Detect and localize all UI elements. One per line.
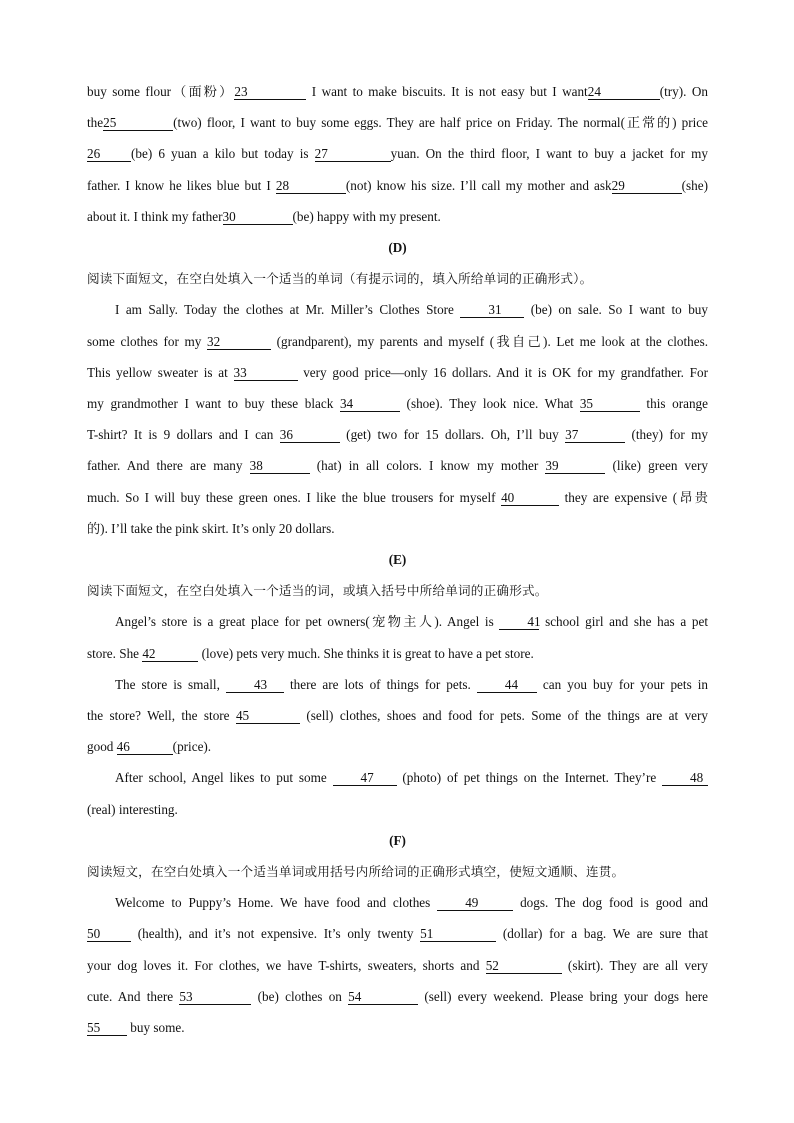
text-run: yuan. On the third floor, I want to buy a jacket for my [390,146,708,162]
text-run: cute. And there [87,988,180,1004]
text-run: about it. I think my father [87,208,223,224]
answer-blank[interactable]: 53 [179,989,251,1005]
section-instruction: 阅读下面短文，在空白处填入一个适当的词，或填入括号中所给单词的正确形式。 [87,583,548,599]
answer-blank[interactable]: 48 [662,770,708,786]
text-line [87,981,708,1012]
answer-blank[interactable]: 27 [315,146,391,162]
answer-blank[interactable]: 52 [486,958,562,974]
answer-blank[interactable]: 31 [460,302,524,318]
text-run: school girl and she has a pet [539,614,708,630]
text-line [87,731,708,762]
text-line [87,513,708,544]
answer-blank[interactable]: 32 [207,334,271,350]
text-run: father. I know he likes blue but I [87,177,276,193]
answer-blank[interactable]: 34 [340,396,400,412]
text-run: father. And there are many [87,458,250,474]
text-run: (shoe). They look nice. What [399,396,580,412]
text-run: buy some flour（面粉） [87,84,235,99]
answer-blank[interactable]: 33 [234,365,298,381]
section-heading: (E) [388,552,407,568]
text-run: (she) [681,177,708,193]
text-run: (photo) of pet things on the Internet. They’re [396,770,663,786]
answer-blank[interactable]: 46 [117,739,173,755]
answer-blank[interactable]: 44 [477,677,537,693]
section-instruction: 阅读短文，在空白处填入一个适当单词或用括号内所给词的正确形式填空，使短文通顺、连贯。 [87,864,625,880]
answer-blank[interactable]: 41 [499,614,539,630]
text-line [87,107,708,138]
text-line [87,950,708,981]
text-run: Angel’s store is a great place for pet owners(宠物主人). Angel is [115,614,500,630]
text-line [87,700,708,731]
answer-blank[interactable]: 51 [420,926,496,942]
text-run: (be) happy with my present. [292,208,441,224]
text-run: I want to make biscuits. It is not easy but I want [306,84,588,99]
text-run: (they) for my [625,427,708,443]
section-heading: (D) [388,240,407,256]
text-line [87,638,708,669]
text-run: this orange [639,396,708,412]
answer-blank[interactable]: 36 [280,427,340,443]
text-line [87,762,708,793]
text-run: (two) floor, I want to buy some eggs. They are half price on Friday. The normal(正常的) price [173,115,708,131]
text-line [87,794,708,825]
answer-blank[interactable]: 37 [565,427,625,443]
text-line [87,201,708,232]
text-run: some clothes for my [87,333,207,349]
text-run: very good price—only 16 dollars. And it is OK for my grandfather. For [297,364,709,380]
answer-blank[interactable]: 23 [234,84,306,100]
text-run: much. So I will buy these green ones. I like the blue trousers for myself [87,489,502,505]
answer-blank[interactable]: 40 [501,490,559,506]
text-run: T-shirt? It is 9 dollars and I can [87,427,280,443]
answer-blank[interactable]: 28 [276,178,346,194]
text-run: This yellow sweater is at [87,364,234,380]
section-instruction: 阅读下面短文，在空白处填入一个适当的单词（有提示词的，填入所给单词的正确形式）。 [87,271,593,287]
answer-blank[interactable]: 30 [223,209,293,225]
text-line [87,669,708,700]
text-run: 的). I’ll take the pink skirt. It’s only 20 dollars. [87,520,335,536]
text-run: (price). [172,739,212,755]
text-line [87,357,708,388]
text-run: (grandparent), my parents and myself (我自己). Let me look at the clothes. [270,333,708,349]
text-line [87,76,708,107]
text-line [87,138,708,169]
answer-blank[interactable]: 49 [437,895,513,911]
answer-blank[interactable]: 25 [103,115,173,131]
text-line [87,326,708,357]
text-run: (be) on sale. So I want to buy [524,302,708,318]
worksheet-page [87,76,708,1043]
answer-blank[interactable]: 26 [87,146,131,162]
text-run: After school, Angel likes to put some [115,770,333,786]
text-line [87,887,708,918]
text-run: (not) know his size. I’ll call my mother and ask [345,177,612,193]
text-line [87,450,708,481]
text-run: (be) clothes on [251,988,349,1004]
answer-blank[interactable]: 47 [333,770,397,786]
text-run: (real) interesting. [87,801,178,817]
text-line [87,1012,708,1043]
text-run: the [87,115,104,131]
text-line [87,482,708,513]
text-run: (love) pets very much. She thinks it is great to have a pet store. [198,645,534,661]
section-heading: (F) [389,832,406,848]
text-run: your dog loves it. For clothes, we have T-shirts, sweaters, shorts and [87,957,486,973]
answer-blank[interactable]: 43 [226,677,284,693]
answer-blank[interactable]: 54 [348,989,418,1005]
text-run: they are expensive (昂贵 [559,489,708,505]
text-line [87,388,708,419]
answer-blank[interactable]: 45 [236,708,300,724]
text-run: (dollar) for a bag. We are sure that [496,926,708,942]
text-line [87,419,708,450]
text-line [87,606,708,637]
text-line [87,918,708,949]
answer-blank[interactable]: 42 [142,646,198,662]
text-run: (sell) clothes, shoes and food for pets. Some of the things are at very [299,708,709,724]
text-run: I am Sally. Today the clothes at Mr. Miller’s Clothes Store [115,302,461,318]
text-run: (be) 6 yuan a kilo but today is [131,146,315,162]
text-run: my grandmother I want to buy these black [87,396,340,412]
text-run: there are lots of things for pets. [283,676,477,692]
text-run: (get) two for 15 dollars. Oh, I’ll buy [339,427,566,443]
text-run: (health), and it’s not expensive. It’s only twenty [131,926,421,942]
answer-blank[interactable]: 50 [87,926,131,942]
text-run: (hat) in all colors. I know my mother [309,458,546,474]
text-run: (sell) every weekend. Please bring your dogs here [418,988,708,1004]
text-run: Welcome to Puppy’s Home. We have food and clothes [115,895,438,911]
text-line [87,294,708,325]
text-run: can you buy for your pets in [536,676,708,692]
text-run: buy some. [127,1020,185,1036]
answer-blank[interactable]: 24 [588,84,660,100]
text-run: (skirt). They are all very [561,957,708,973]
text-run: The store is small, [115,676,226,692]
text-run: (like) green very [605,458,708,474]
text-run: good [87,739,117,755]
answer-blank[interactable]: 55 [87,1020,127,1036]
answer-blank[interactable]: 29 [612,178,682,194]
answer-blank[interactable]: 35 [580,396,640,412]
text-run: (try). On [659,84,708,99]
answer-blank[interactable]: 38 [250,458,310,474]
answer-blank[interactable]: 39 [545,458,605,474]
text-run: dogs. The dog food is good and [513,895,709,911]
text-run: the store? Well, the store [87,708,236,724]
text-line [87,170,708,201]
text-run: store. She [87,645,143,661]
